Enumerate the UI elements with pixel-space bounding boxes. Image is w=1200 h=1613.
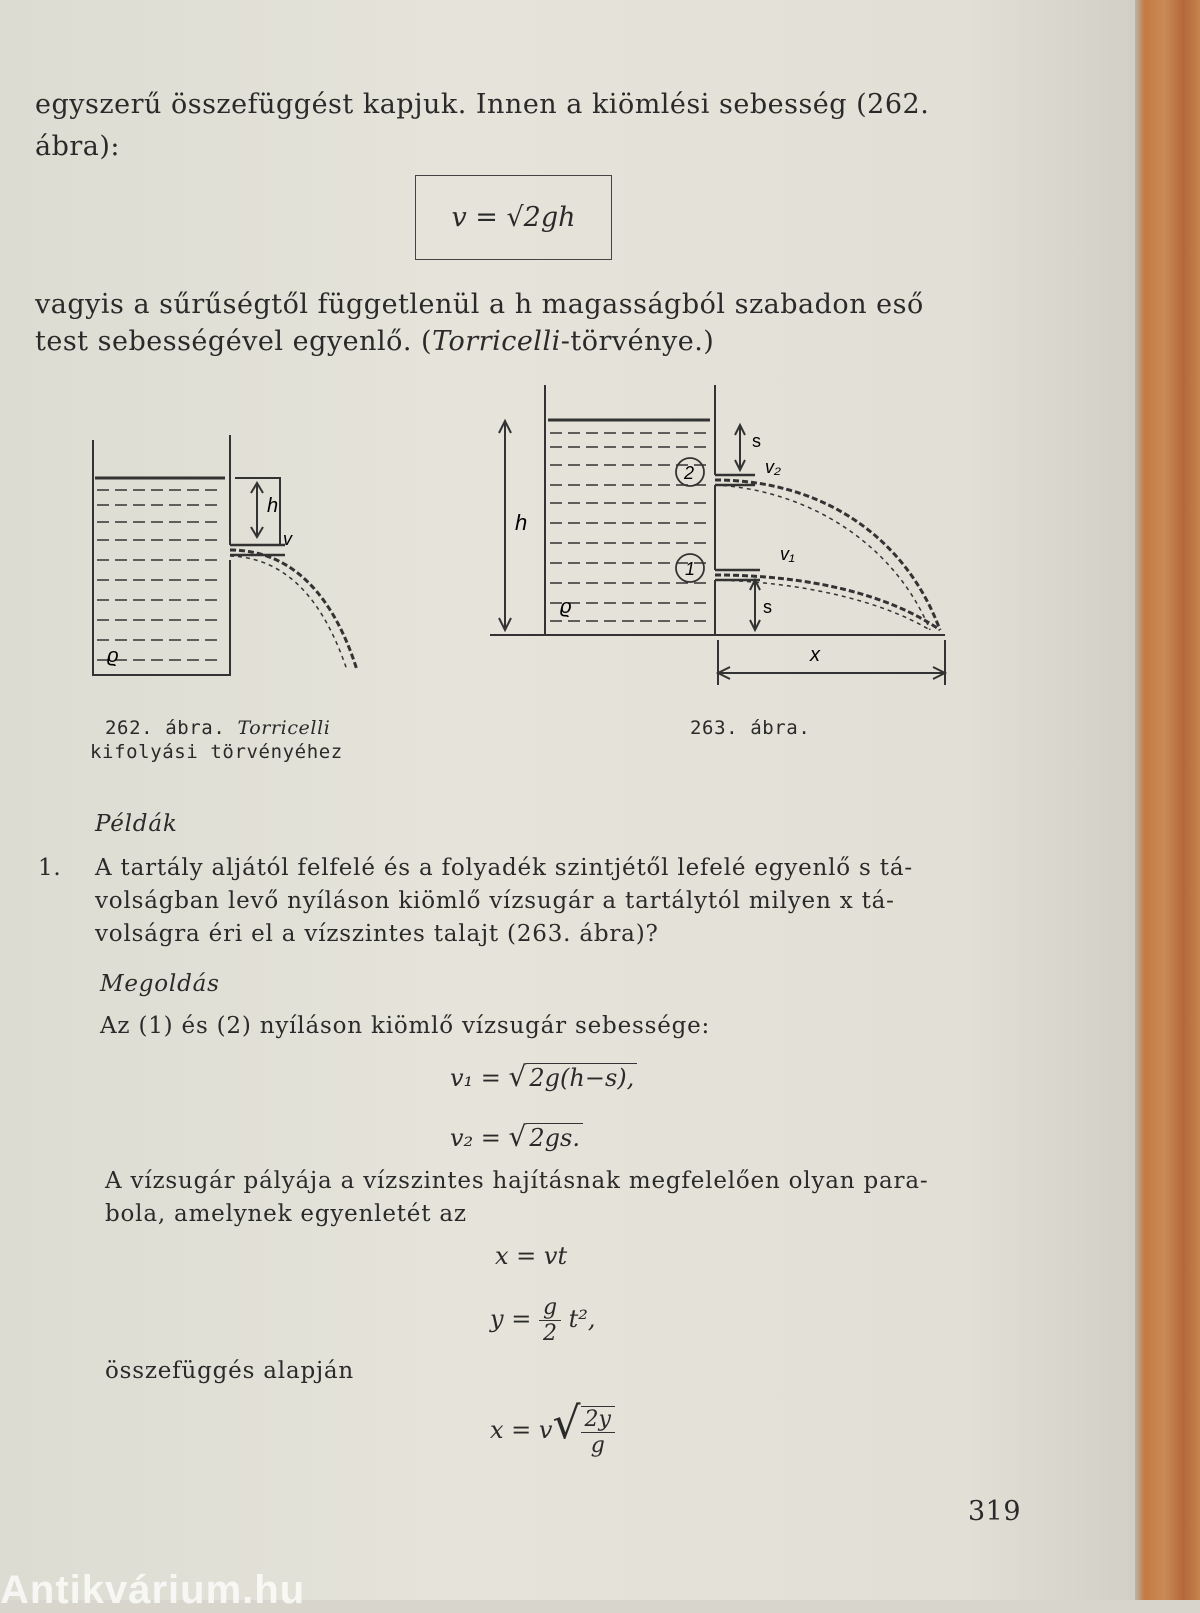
label-x: x: [810, 644, 820, 666]
name-torricelli: Torricelli: [432, 326, 561, 357]
watermark: Antikvárium.hu: [0, 1568, 306, 1612]
solution-line: A vízsugár pályája a vízszintes hajításnak megfelelően olyan para-: [105, 1168, 929, 1194]
boxed-formula: [415, 175, 612, 260]
label-s-top: s: [752, 431, 761, 451]
equation-v1: v₁ = √ 2g(h−s),: [450, 1060, 637, 1093]
jet-1-inner: [715, 580, 930, 630]
x-dim: [718, 640, 945, 685]
label-1: 1: [685, 559, 696, 579]
h-dim: [499, 421, 511, 630]
equation-y: y = $\frac{g}{2}$ t²,: [490, 1295, 596, 1346]
solution-line: összefüggés alapján: [105, 1358, 355, 1384]
label-h: h: [515, 510, 528, 535]
tank-wall: [93, 435, 230, 675]
section-heading-examples: Példák: [95, 811, 178, 837]
paragraph-line: test sebességével egyenlő. (Torricelli-törvénye.): [35, 326, 715, 357]
problem-line: volságban levő nyíláson kiömlő vízsugár a tartálytól milyen x tá-: [95, 888, 895, 914]
problem-line: A tartály aljától felfelé és a folyadék szintjétől lefelé egyenlő s tá-: [95, 855, 913, 881]
label-v2: v₂: [765, 457, 781, 477]
s-top-dim: [735, 425, 745, 470]
formula-text: v = √2gh: [451, 202, 576, 233]
equation-v2: v₂ = √ 2gs.: [450, 1120, 583, 1153]
h-arrow: [251, 483, 263, 537]
jet-1: [715, 575, 940, 630]
s-bottom-dim: [750, 580, 760, 630]
jet-2-inner: [715, 485, 930, 630]
label-s-bottom: s: [763, 597, 772, 617]
label-v1: v₁: [780, 544, 795, 564]
equation-final: x = v√ $\frac{2y}{g}$: [490, 1398, 615, 1458]
water-dashes: [550, 433, 708, 621]
solution-line: Az (1) és (2) nyíláson kiömlő vízsugár sebessége:: [100, 1013, 711, 1039]
figure-262: [85, 430, 375, 690]
page-number: 319: [968, 1496, 1022, 1527]
label-rho: ϱ: [107, 645, 119, 667]
figure-263: [490, 385, 965, 695]
figure-caption-263: 263. ábra.: [690, 717, 811, 739]
label-2: 2: [684, 463, 695, 483]
jet-arc-inner: [230, 556, 347, 670]
jet-2: [715, 480, 940, 630]
equation-x: x = vt: [495, 1242, 568, 1270]
label-rho: ϱ: [560, 596, 572, 618]
solution-line: bola, amelynek egyenletét az: [105, 1201, 467, 1227]
water-dashes: [97, 490, 223, 660]
paragraph-line: vagyis a sűrűségtől függetlenül a h magasságból szabadon eső: [35, 289, 924, 320]
section-heading-solution: Megoldás: [100, 971, 220, 997]
paragraph-line: egyszerű összefüggést kapjuk. Innen a kiömlési sebesség (262.: [35, 89, 930, 120]
book-spine-edge: [1135, 0, 1200, 1600]
problem-line: volságra éri el a vízszintes talajt (263. ábra)?: [95, 921, 659, 947]
problem-number: 1.: [38, 855, 62, 881]
label-v: v: [283, 529, 292, 549]
paragraph-line: ábra):: [35, 131, 121, 162]
jet-arc: [230, 550, 357, 670]
label-h: h: [267, 495, 279, 517]
figure-caption-262-line2: kifolyási törvényéhez: [90, 741, 343, 763]
figure-caption-262: 262. ábra. Torricelli: [105, 717, 331, 739]
